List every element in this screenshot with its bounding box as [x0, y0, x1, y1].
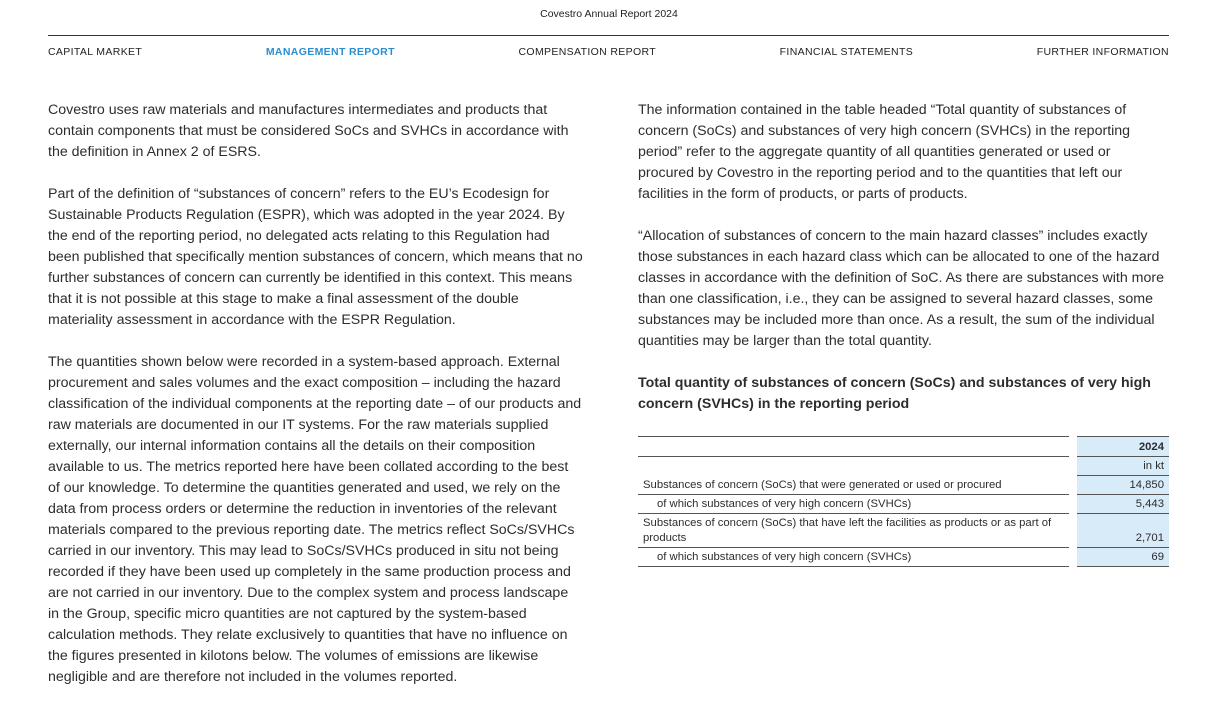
table-row — [638, 548, 1169, 567]
left-paragraph-2: Part of the definition of “substances of concern” refers to the EU’s Ecodesign for Sustainable Products Regulation (ESPR), which was adopted in the year 2024. By the end of the reporting period, no delegated acts relating to this Regulation had been published that specifically mention substances of concern, which means that no further substances of concern can currently be identified in this context. This means that it is not possible at this stage to make a final assessment of the double materiality assessment in accordance with the ESPR Regulation. — [48, 186, 583, 328]
table-row — [638, 495, 1169, 514]
table-row-label: Substances of concern (SoCs) that have left the facilities as products or as part of products — [638, 514, 1069, 548]
right-paragraph-2: “Allocation of substances of concern to the main hazard classes” includes exactly those substances in each hazard class which can be allocated to one of the hazard classes in accordance with the definition of SoC. As there are substances with more than one classification, i.e., they can be assigned to several hazard classes, some substances may be included more than once. As a result, the sum of the individual quantities may be larger than the total quantity. — [638, 228, 1164, 349]
nav-further-information[interactable]: FURTHER INFORMATION — [1036, 46, 1169, 58]
substances-table — [638, 436, 1169, 567]
table-row-label: of which substances of very high concern (SVHCs) — [638, 495, 1069, 514]
table-title: Total quantity of substances of concern (SoCs) and substances of very high concern (SVHCs) in the reporting period — [638, 375, 1151, 412]
table-row-label: Substances of concern (SoCs) that were generated or used or procured — [638, 476, 1069, 495]
table-row-label: of which substances of very high concern (SVHCs) — [638, 548, 1069, 567]
right-column — [638, 100, 1170, 567]
table-year: 2024 — [1077, 437, 1169, 457]
left-paragraph-3: The quantities shown below were recorded in a system-based approach. External procurement and sales volumes and the exact composition – including the hazard classification of the individual components at the reporting date – of our products and raw materials are documented in our IT systems. For the raw materials supplied externally, our internal information contains all the details on their composition available to us. The metrics reported here have been collated according to the best of our knowledge. To determine the quantities generated and used, we rely on the data from process orders or determine the reduction in inventories of the relevant materials compared to the previous reporting date. The metrics reflect SoCs/SVHCs carried in our inventory. This may lead to SoCs/SVHCs produced in situ not being recorded if they have been used up completely in the same production process and are not carried in our inventory. Due to the complex system and process landscape in the Group, specific micro quantities are not captured by the system-based calculation methods. They relate exclusively to quantities that have no influence on the figures presented in kilotons below. The volumes of emissions are likewise negligible and are therefore not included in the volumes reported. — [48, 354, 582, 685]
table-unit-row — [638, 457, 1169, 476]
table-row-value: 69 — [1077, 548, 1169, 567]
nav-financial-statements[interactable]: FINANCIAL STATEMENTS — [779, 46, 914, 58]
top-navigation — [48, 46, 1169, 58]
table-row — [638, 514, 1169, 548]
nav-management-report[interactable]: MANAGEMENT REPORT — [265, 46, 395, 58]
table-row-value: 2,701 — [1077, 514, 1169, 548]
left-column — [48, 100, 583, 709]
right-paragraph-1: The information contained in the table headed “Total quantity of substances of concern (SoCs) and substances of very high concern (SVHCs) in the reporting period” refer to the aggregate quantity of all quantities generated or used or procured by Covestro in the reporting period and to the quantities that left our facilities in the form of products, or parts of products. — [638, 102, 1131, 202]
table-header-label — [638, 437, 1069, 457]
left-paragraph-1: Covestro uses raw materials and manufactures intermediates and products that contain components that must be considered SoCs and SVHCs in accordance with the definition in Annex 2 of ESRS. — [48, 102, 569, 160]
nav-capital-market[interactable]: CAPITAL MARKET — [48, 46, 143, 58]
table-header-row — [638, 437, 1169, 457]
table-row-value: 14,850 — [1077, 476, 1169, 495]
table-row — [638, 476, 1169, 495]
table-row-value: 5,443 — [1077, 495, 1169, 514]
nav-compensation-report[interactable]: COMPENSATION REPORT — [518, 46, 657, 58]
nav-divider — [48, 35, 1169, 36]
table-unit: in kt — [1077, 457, 1169, 476]
report-title: Covestro Annual Report 2024 — [540, 8, 678, 20]
